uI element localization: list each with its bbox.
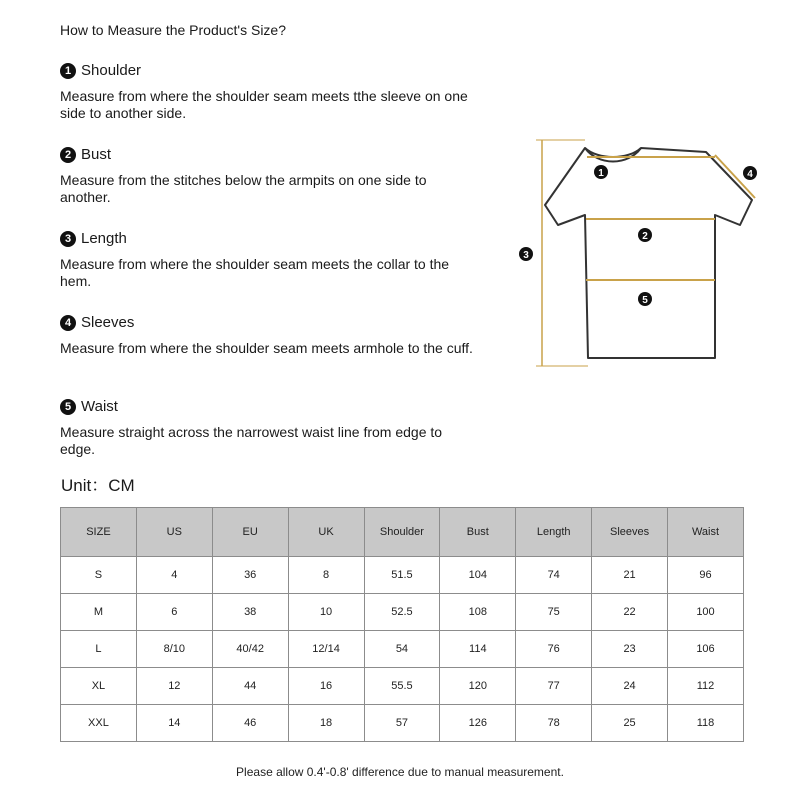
table-cell: 10 — [288, 594, 364, 631]
table-cell: M — [61, 594, 137, 631]
table-cell: 78 — [516, 705, 592, 742]
marker-label: 4 — [747, 169, 753, 180]
table-row — [61, 705, 744, 742]
size-chart-table — [60, 507, 744, 742]
unit-label: Unit：CM — [61, 476, 135, 495]
table-cell: 36 — [212, 557, 288, 594]
step-shoulder — [60, 62, 500, 122]
step-length — [60, 230, 500, 290]
measurement-disclaimer: Please allow 0.4'-0.8' difference due to manual measurement. — [236, 765, 564, 779]
table-cell: 57 — [364, 705, 440, 742]
table-cell: 126 — [440, 705, 516, 742]
table-cell: 120 — [440, 668, 516, 705]
marker-label: 5 — [642, 295, 648, 306]
step-sleeves — [60, 314, 500, 357]
table-header-row — [61, 508, 744, 557]
column-header-waist: Waist — [668, 508, 744, 557]
table-cell: 76 — [516, 631, 592, 668]
marker-2-icon — [638, 228, 652, 242]
table-row — [61, 668, 744, 705]
step-title: Length — [81, 230, 127, 247]
tshirt-measurement-diagram — [510, 130, 780, 375]
table-cell: 118 — [668, 705, 744, 742]
table-cell: 6 — [136, 594, 212, 631]
table-cell: 74 — [516, 557, 592, 594]
table-cell: 46 — [212, 705, 288, 742]
step-number-badge: 5 — [60, 399, 76, 415]
column-header-eu: EU — [212, 508, 288, 557]
table-cell: 25 — [592, 705, 668, 742]
table-cell: XL — [61, 668, 137, 705]
marker-3-icon — [519, 247, 533, 261]
table-cell: XXL — [61, 705, 137, 742]
column-header-size: SIZE — [61, 508, 137, 557]
step-title: Sleeves — [81, 314, 135, 331]
step-waist — [60, 398, 500, 458]
table-cell: 54 — [364, 631, 440, 668]
table-cell: 52.5 — [364, 594, 440, 631]
table-cell: 4 — [136, 557, 212, 594]
table-row — [61, 594, 744, 631]
table-cell: 55.5 — [364, 668, 440, 705]
step-number-badge: 1 — [60, 63, 76, 79]
column-header-uk: UK — [288, 508, 364, 557]
step-description: Measure from the stitches below the armpits on one side to another. — [60, 172, 427, 205]
column-header-bust: Bust — [440, 508, 516, 557]
table-row — [61, 557, 744, 594]
table-cell: 96 — [668, 557, 744, 594]
table-cell: 106 — [668, 631, 744, 668]
step-title: Waist — [81, 398, 118, 415]
column-header-sleeves: Sleeves — [592, 508, 668, 557]
tshirt-outline — [545, 148, 752, 358]
table-cell: 51.5 — [364, 557, 440, 594]
table-cell: 22 — [592, 594, 668, 631]
table-cell: 24 — [592, 668, 668, 705]
table-cell: 8/10 — [136, 631, 212, 668]
table-cell: S — [61, 557, 137, 594]
table-cell: 112 — [668, 668, 744, 705]
table-cell: 77 — [516, 668, 592, 705]
column-header-us: US — [136, 508, 212, 557]
marker-label: 2 — [642, 231, 648, 242]
table-cell: 16 — [288, 668, 364, 705]
table-cell: 23 — [592, 631, 668, 668]
table-cell: 14 — [136, 705, 212, 742]
table-cell: 108 — [440, 594, 516, 631]
step-bust — [60, 146, 500, 206]
table-cell: 38 — [212, 594, 288, 631]
table-cell: 12/14 — [288, 631, 364, 668]
table-cell: 104 — [440, 557, 516, 594]
step-description: Measure from where the shoulder seam meets the collar to the hem. — [60, 256, 450, 289]
marker-label: 1 — [598, 168, 604, 179]
column-header-length: Length — [516, 508, 592, 557]
table-cell: L — [61, 631, 137, 668]
table-cell: 100 — [668, 594, 744, 631]
table-cell: 114 — [440, 631, 516, 668]
table-cell: 18 — [288, 705, 364, 742]
marker-5-icon — [638, 292, 652, 306]
step-description: Measure from where the shoulder seam meets armhole to the cuff. — [60, 340, 473, 356]
table-row — [61, 631, 744, 668]
page-title: How to Measure the Product's Size? — [60, 22, 287, 38]
table-cell: 21 — [592, 557, 668, 594]
column-header-shoulder: Shoulder — [364, 508, 440, 557]
marker-1-icon — [594, 165, 608, 179]
step-title: Shoulder — [81, 62, 142, 79]
step-description: Measure straight across the narrowest waist line from edge to edge. — [60, 424, 443, 457]
table-cell: 75 — [516, 594, 592, 631]
step-description: Measure from where the shoulder seam meets tthe sleeve on one side to another side. — [60, 88, 468, 121]
table-cell: 44 — [212, 668, 288, 705]
table-cell: 8 — [288, 557, 364, 594]
marker-label: 3 — [523, 250, 529, 261]
marker-4-icon — [743, 166, 757, 180]
step-number-badge: 2 — [60, 147, 76, 163]
table-cell: 40/42 — [212, 631, 288, 668]
step-title: Bust — [81, 146, 112, 163]
table-cell: 12 — [136, 668, 212, 705]
step-number-badge: 3 — [60, 231, 76, 247]
step-number-badge: 4 — [60, 315, 76, 331]
